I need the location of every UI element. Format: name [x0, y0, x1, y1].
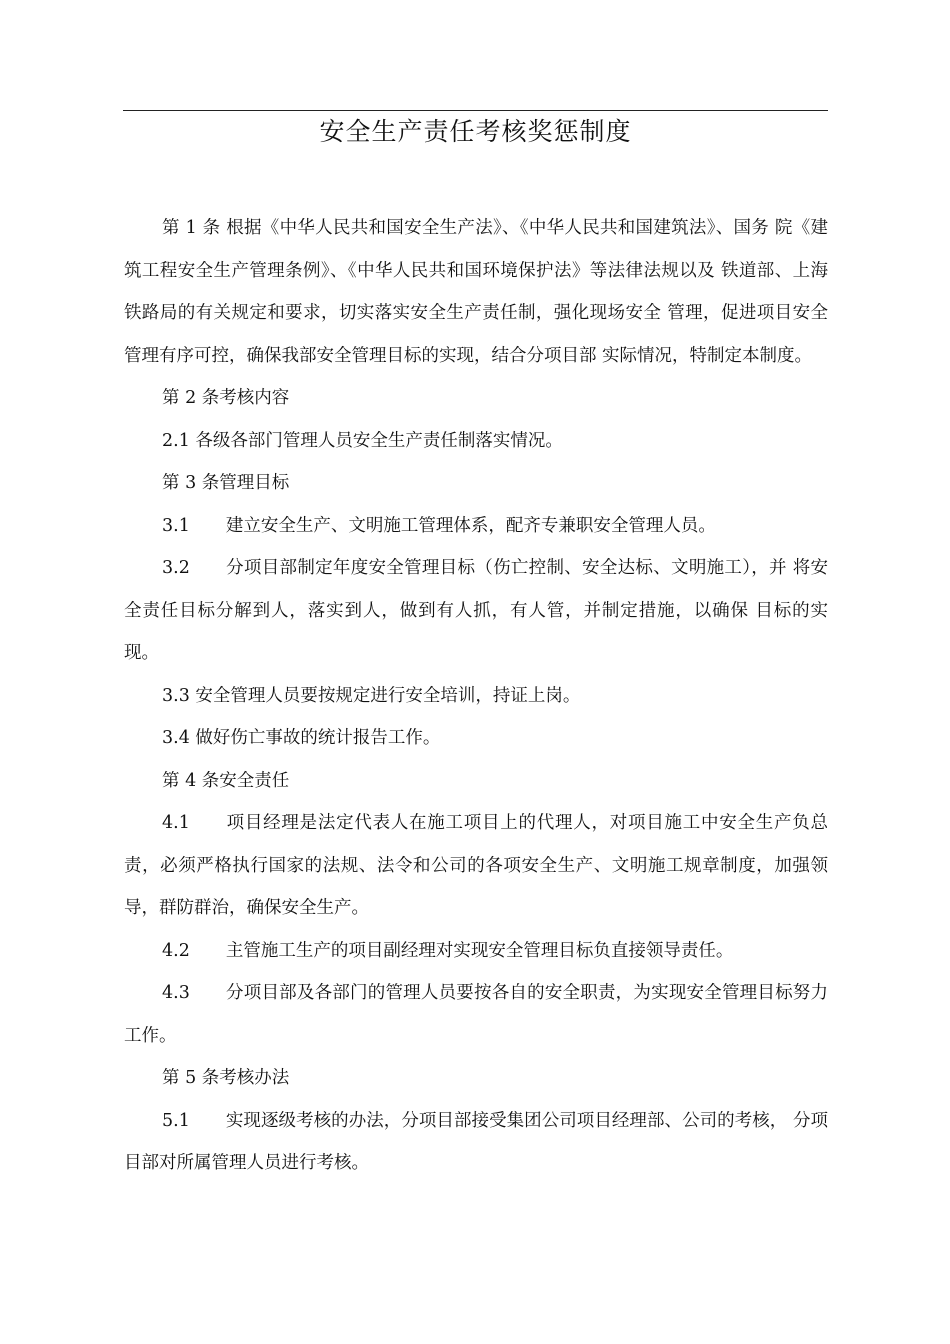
clause-4-2 [124, 930, 828, 973]
clause-text: 分项目部制定年度安全管理目标（伤亡控制、安全达标、文明施工），并 将安全责任目标分解到人，落实到人，做到有人抓，有人管，并制定措施，以确保 目标的实现。 [124, 558, 828, 663]
clause-number: 4.1 [162, 813, 190, 833]
clause-number: 4.2 [162, 940, 190, 961]
clause-number: 3.2 [162, 558, 190, 578]
document-title: 安全生产责任考核奖惩制度 [319, 117, 632, 146]
clause-2-1: 2.1 各级各部门管理人员安全生产责任制落实情况。 [162, 430, 563, 451]
clause-3-4: 3.4 做好伤亡事故的统计报告工作。 [162, 728, 441, 748]
clause-4-3 [124, 972, 828, 1057]
clause-text: 建立安全生产、文明施工管理体系，配齐专兼职安全管理人员。 [225, 515, 716, 536]
header-rule [123, 110, 828, 111]
clause-text: 项目经理是法定代表人在施工项目上的代理人，对项目施工中安全生产负总责，必须严格执行国家的法规、法令和公司的各项安全生产、文明施工规章制度，加强领导，群防群治，确保安全生产。 [124, 813, 828, 918]
clause-3-3: 3.3 安全管理人员要按规定进行安全培训，持证上岗。 [162, 685, 581, 706]
article-3-heading: 第 3 条管理目标 [162, 473, 290, 493]
clause-3-2 [124, 547, 828, 675]
clause-number: 4.3 [162, 983, 190, 1003]
clause-3-1 [124, 505, 828, 548]
clause-text: 分项目部及各部门的管理人员要按各自的安全职责，为实现安全管理目标努力工作。 [124, 983, 828, 1046]
clause-text: 实现逐级考核的办法，分项目部接受集团公司项目经理部、公司的考核， 分项目部对所属管理人员进行考核。 [124, 1110, 828, 1173]
article-2-heading: 第 2 条考核内容 [162, 388, 290, 408]
clause-number: 3.1 [162, 515, 190, 536]
clause-4-1 [124, 802, 828, 930]
clause-5-1 [124, 1100, 828, 1185]
article-5-heading: 第 5 条考核办法 [162, 1068, 290, 1088]
document-body [124, 207, 828, 1185]
clause-text: 主管施工生产的项目副经理对实现安全管理目标负直接领导责任。 [225, 940, 734, 961]
article-1-paragraph: 第 1 条 根据《中华人民共和国安全生产法》、《中华人民共和国建筑法》、国务 院《建筑工程安全生产管理条例》、《中华人民共和国环境保护法》等法律法规以及 铁道部、上海铁路局的有关规定和要求，切实落实安全生产责任制，强化现场安全 管理，促进项目安全管理有序可控，确保我部安全管理目标的实现，结合分项目部 实际情况，特制定本制度。 [124, 218, 828, 366]
clause-number: 5.1 [162, 1110, 190, 1131]
article-4-heading: 第 4 条安全责任 [162, 770, 290, 791]
